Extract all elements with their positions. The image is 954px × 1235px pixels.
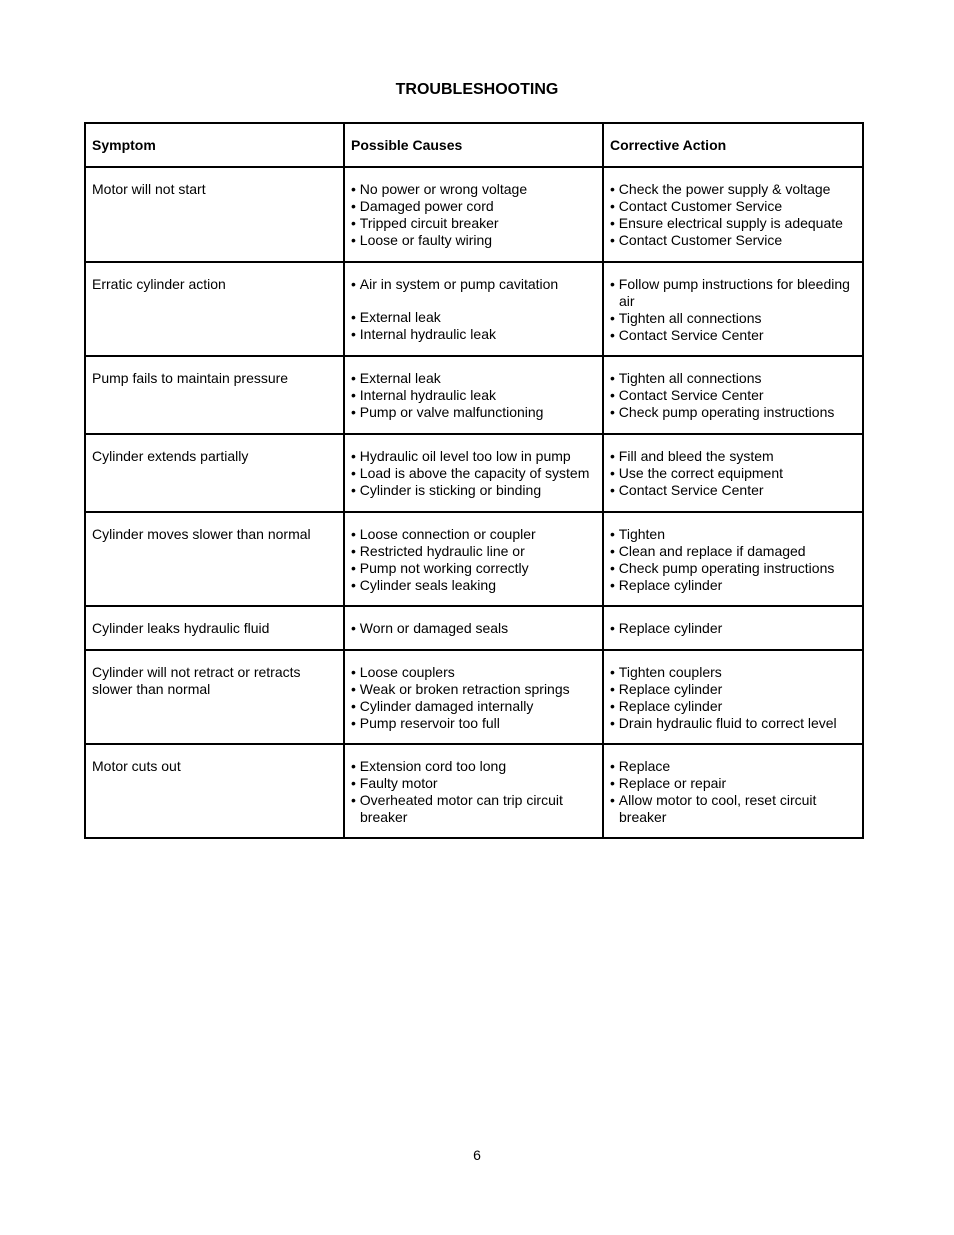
- action-cell: [603, 356, 863, 434]
- symptom-cell: Cylinder moves slower than normal: [85, 512, 344, 606]
- list-item: • Cylinder is sticking or binding: [351, 482, 596, 499]
- causes-cell: [344, 262, 603, 356]
- list-item: • Tripped circuit breaker: [351, 215, 596, 232]
- list-item: • Ensure electrical supply is adequate: [610, 215, 856, 232]
- causes-cell: [344, 356, 603, 434]
- action-cell: [603, 262, 863, 356]
- list-item: • Contact Service Center: [610, 482, 856, 499]
- list-item: • Loose couplers: [351, 664, 596, 681]
- list-item: • Worn or damaged seals: [351, 620, 596, 637]
- list-item: • Load is above the capacity of system: [351, 465, 596, 482]
- symptom-cell: Motor will not start: [85, 167, 344, 262]
- symptom-cell: Cylinder extends partially: [85, 434, 344, 512]
- list-item: • Replace or repair: [610, 775, 856, 792]
- list-item: • Follow pump instructions for bleeding air: [610, 276, 856, 310]
- list-item: • Weak or broken retraction springs: [351, 681, 596, 698]
- header-symptom: Symptom: [85, 123, 344, 167]
- list-item: • Internal hydraulic leak: [351, 387, 596, 404]
- list-item: • Contact Customer Service: [610, 232, 856, 249]
- list-item: • Tighten all connections: [610, 310, 856, 327]
- list-item: • Clean and replace if damaged: [610, 543, 856, 560]
- list-item: • Faulty motor: [351, 775, 596, 792]
- causes-cell: [344, 650, 603, 744]
- list-item: • Pump not working correctly: [351, 560, 596, 577]
- header-possible-causes: Possible Causes: [344, 123, 603, 167]
- page-title: TROUBLESHOOTING: [395, 81, 559, 98]
- list-item: • Tighten: [610, 526, 856, 543]
- causes-cell: [344, 512, 603, 606]
- header-corrective-action: Corrective Action: [603, 123, 863, 167]
- list-item: • No power or wrong voltage: [351, 181, 596, 198]
- table-row: [85, 650, 863, 744]
- list-item: • Check the power supply & voltage: [610, 181, 856, 198]
- table-row: [85, 356, 863, 434]
- list-item: • Extension cord too long: [351, 758, 596, 775]
- symptom-cell: Erratic cylinder action: [85, 262, 344, 356]
- list-item: • Replace cylinder: [610, 681, 856, 698]
- symptom-cell: Cylinder will not retract or retracts slower than normal: [85, 650, 344, 744]
- list-item: • Replace cylinder: [610, 698, 856, 715]
- table-row: [85, 606, 863, 650]
- list-item: • Air in system or pump cavitation: [351, 276, 596, 293]
- list-item: • Check pump operating instructions: [610, 560, 856, 577]
- symptom-cell: Cylinder leaks hydraulic fluid: [85, 606, 344, 650]
- list-item: • Loose connection or coupler: [351, 526, 596, 543]
- causes-cell: [344, 167, 603, 262]
- symptom-cell: Motor cuts out: [85, 744, 344, 838]
- list-item: • Replace cylinder: [610, 620, 856, 637]
- action-cell: [603, 606, 863, 650]
- list-item: • Pump reservoir too full: [351, 715, 596, 732]
- list-item: • Contact Service Center: [610, 327, 856, 344]
- table-row: [85, 262, 863, 356]
- list-item: • Use the correct equipment: [610, 465, 856, 482]
- list-item: • Damaged power cord: [351, 198, 596, 215]
- list-item: • Check pump operating instructions: [610, 404, 856, 421]
- list-item: • Tighten all connections: [610, 370, 856, 387]
- list-item: • Fill and bleed the system: [610, 448, 856, 465]
- list-item: • Replace cylinder: [610, 577, 856, 594]
- list-item: • Contact Customer Service: [610, 198, 856, 215]
- list-item: • Hydraulic oil level too low in pump: [351, 448, 596, 465]
- table-header-row: [85, 123, 863, 167]
- list-item: • Drain hydraulic fluid to correct level: [610, 715, 856, 732]
- list-item: • Cylinder seals leaking: [351, 577, 596, 594]
- list-item: • External leak: [351, 309, 596, 326]
- list-item: • Overheated motor can trip circuit breaker: [351, 792, 596, 826]
- list-item: • External leak: [351, 370, 596, 387]
- list-item: • Replace: [610, 758, 856, 775]
- table-row: [85, 512, 863, 606]
- action-cell: [603, 167, 863, 262]
- list-item: • Cylinder damaged internally: [351, 698, 596, 715]
- action-cell: [603, 650, 863, 744]
- action-cell: [603, 512, 863, 606]
- list-item: • Allow motor to cool, reset circuit breaker: [610, 792, 856, 826]
- list-item: • Loose or faulty wiring: [351, 232, 596, 249]
- list-item: • Internal hydraulic leak: [351, 326, 596, 343]
- action-cell: [603, 434, 863, 512]
- list-item: • Pump or valve malfunctioning: [351, 404, 596, 421]
- list-item: • Contact Service Center: [610, 387, 856, 404]
- action-cell: [603, 744, 863, 838]
- table-row: [85, 167, 863, 262]
- list-item: • Tighten couplers: [610, 664, 856, 681]
- table-row: [85, 744, 863, 838]
- causes-cell: [344, 606, 603, 650]
- table-row: [85, 434, 863, 512]
- list-item: • Restricted hydraulic line or: [351, 543, 596, 560]
- page-number: 6: [473, 1147, 481, 1163]
- symptom-cell: Pump fails to maintain pressure: [85, 356, 344, 434]
- causes-cell: [344, 434, 603, 512]
- troubleshooting-table: [84, 122, 864, 839]
- causes-cell: [344, 744, 603, 838]
